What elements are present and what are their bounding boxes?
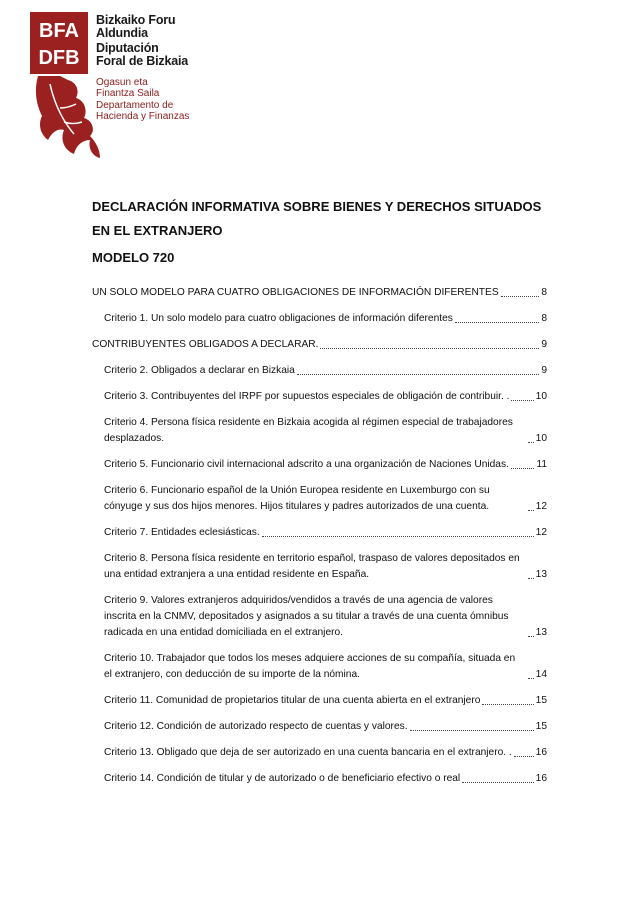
toc-spacer <box>92 353 547 363</box>
toc-entry-text: Criterio 2. Obligados a declarar en Bizkaia <box>104 365 295 376</box>
toc-spacer <box>92 683 547 693</box>
toc-spacer <box>92 327 547 337</box>
toc-page-number: 9 <box>541 339 547 350</box>
toc-leader-dots <box>262 536 534 537</box>
toc-entry-text: Criterio 12. Condición de autorizado respecto de cuentas y valores. <box>104 721 408 732</box>
toc-entry-text: Criterio 4. Persona física residente en Bizkaia acogida al régimen especial de trabajadores desplazados. <box>104 417 513 444</box>
toc-spacer <box>92 447 547 457</box>
toc-entry-text: Criterio 7. Entidades eclesiásticas. <box>104 527 260 538</box>
logo-name-basque-line1: Bizkaiko Foru <box>96 13 176 27</box>
toc-entry[interactable] <box>92 483 547 515</box>
toc-entry[interactable] <box>92 651 547 683</box>
toc-entry[interactable] <box>92 551 547 583</box>
logo-dept-spanish-line2: Hacienda y Finanzas <box>96 110 190 122</box>
toc-leader-dots <box>511 400 533 401</box>
toc-spacer <box>92 641 547 651</box>
toc-page-number: 16 <box>535 773 547 784</box>
logo-dept-basque <box>96 78 159 99</box>
toc-entry-text: Criterio 1. Un solo modelo para cuatro obligaciones de información diferentes <box>104 313 453 324</box>
toc-page-number: 16 <box>535 747 547 758</box>
toc-page-number: 8 <box>541 313 547 324</box>
toc-page-number: 12 <box>535 527 547 538</box>
toc-leader-dots <box>320 348 539 349</box>
toc-page-number: 15 <box>535 695 547 706</box>
toc-entry[interactable] <box>92 457 547 473</box>
toc-spacer <box>92 379 547 389</box>
logo-acronym-bottom: DFB <box>38 47 80 69</box>
toc-entry[interactable] <box>92 363 547 379</box>
toc-leader-dots <box>462 782 533 783</box>
toc-entry-text: Criterio 8. Persona física residente en territorio español, traspaso de valores depositados en una entidad extranjera a una entidad residente en España. <box>104 553 520 580</box>
toc-leader-dots <box>455 322 540 323</box>
document-title: DECLARACIÓN INFORMATIVA SOBRE BIENES Y DERECHOS SITUADOS EN EL EXTRANJERO <box>92 199 542 238</box>
toc-leader-dots <box>501 296 540 297</box>
document-subtitle: MODELO 720 <box>92 250 175 265</box>
toc-entry[interactable] <box>92 771 547 787</box>
oak-leaf-icon <box>36 76 100 158</box>
toc-entry[interactable] <box>92 389 547 405</box>
toc-leader-dots <box>410 730 534 731</box>
toc-spacer <box>92 515 547 525</box>
toc-entry-text: Criterio 3. Contribuyentes del IRPF por supuestos especiales de obligación de contribuir. . <box>104 391 510 402</box>
toc-page-number: 14 <box>535 669 547 680</box>
toc-entry-text: Criterio 9. Valores extranjeros adquiridos/vendidos a través de una agencia de valores inscrita en la CNMV, depositados y asignados a su titular a través de una cuenta ómnibus radicada en una entidad domiciliada en el extranjero. <box>104 595 509 638</box>
toc-entry[interactable] <box>92 285 547 301</box>
logo-name-spanish <box>96 42 188 68</box>
toc-leader-dots <box>528 510 534 511</box>
toc-page-number: 13 <box>535 569 547 580</box>
toc-entry[interactable] <box>92 745 547 761</box>
toc-entry-text: Criterio 14. Condición de titular y de autorizado o de beneficiario efectivo o real <box>104 773 461 784</box>
toc-leader-dots <box>482 704 533 705</box>
toc-entry-text: Criterio 10. Trabajador que todos los meses adquiere acciones de su compañía, situada en el extranjero, con deducción de su importe de la nómina. <box>104 653 516 680</box>
logo-name-spanish-line2: Foral de Bizkaia <box>96 54 188 68</box>
toc-entry-text: Criterio 13. Obligado que deja de ser autorizado en una cuenta bancaria en el extranjero. . <box>104 747 512 758</box>
toc-leader-dots <box>528 578 534 579</box>
toc-entry[interactable] <box>92 693 547 709</box>
toc-leader-dots <box>528 442 534 443</box>
toc-page-number: 12 <box>535 501 547 512</box>
toc-page-number: 8 <box>541 287 547 298</box>
toc-entry-text: Criterio 5. Funcionario civil internacional adscrito a una organización de Naciones Unidas. <box>104 459 509 470</box>
toc-entry[interactable] <box>92 593 547 641</box>
toc-entry-text: Criterio 11. Comunidad de propietarios titular de una cuenta abierta en el extranjero <box>104 695 481 706</box>
toc-entry-text: UN SOLO MODELO PARA CUATRO OBLIGACIONES DE INFORMACIÓN DIFERENTES <box>92 287 499 298</box>
toc-entry-text: Criterio 6. Funcionario español de la Unión Europea residente en Luxemburgo con su cónyuge y sus dos hijos menores. Hijos titulares y padres autorizados de una cuenta. <box>104 485 490 512</box>
logo-acronym-top: BFA <box>39 20 79 42</box>
table-of-contents <box>92 285 547 787</box>
toc-page-number: 13 <box>535 627 547 638</box>
toc-page-number: 10 <box>535 391 547 402</box>
logo-name-basque <box>96 14 175 40</box>
toc-leader-dots <box>528 678 534 679</box>
toc-spacer <box>92 583 547 593</box>
toc-leader-dots <box>514 756 534 757</box>
toc-entry[interactable] <box>92 311 547 327</box>
toc-spacer <box>92 541 547 551</box>
toc-page-number: 10 <box>535 433 547 444</box>
toc-spacer <box>92 405 547 415</box>
logo-name-spanish-line1: Diputación <box>96 41 159 55</box>
toc-page-number: 15 <box>535 721 547 732</box>
toc-spacer <box>92 473 547 483</box>
toc-leader-dots <box>511 468 535 469</box>
logo-name-basque-line2: Aldundia <box>96 26 148 40</box>
logo-dept-basque-line1: Ogasun eta <box>96 77 148 88</box>
toc-leader-dots <box>297 374 540 375</box>
toc-page-number: 11 <box>536 459 547 470</box>
logo-dept-spanish-line1: Departamento de <box>96 100 174 111</box>
logo-dept-basque-line2: Finantza Saila <box>96 87 160 99</box>
toc-leader-dots <box>528 636 534 637</box>
logo-dept-spanish <box>96 101 189 122</box>
toc-spacer <box>92 709 547 719</box>
toc-entry[interactable] <box>92 525 547 541</box>
toc-spacer <box>92 301 547 311</box>
toc-entry[interactable] <box>92 337 547 353</box>
toc-spacer <box>92 735 547 745</box>
toc-spacer <box>92 761 547 771</box>
toc-entry[interactable] <box>92 719 547 735</box>
toc-entry-text: CONTRIBUYENTES OBLIGADOS A DECLARAR. <box>92 339 319 350</box>
toc-entry[interactable] <box>92 415 547 447</box>
toc-page-number: 9 <box>541 365 547 376</box>
